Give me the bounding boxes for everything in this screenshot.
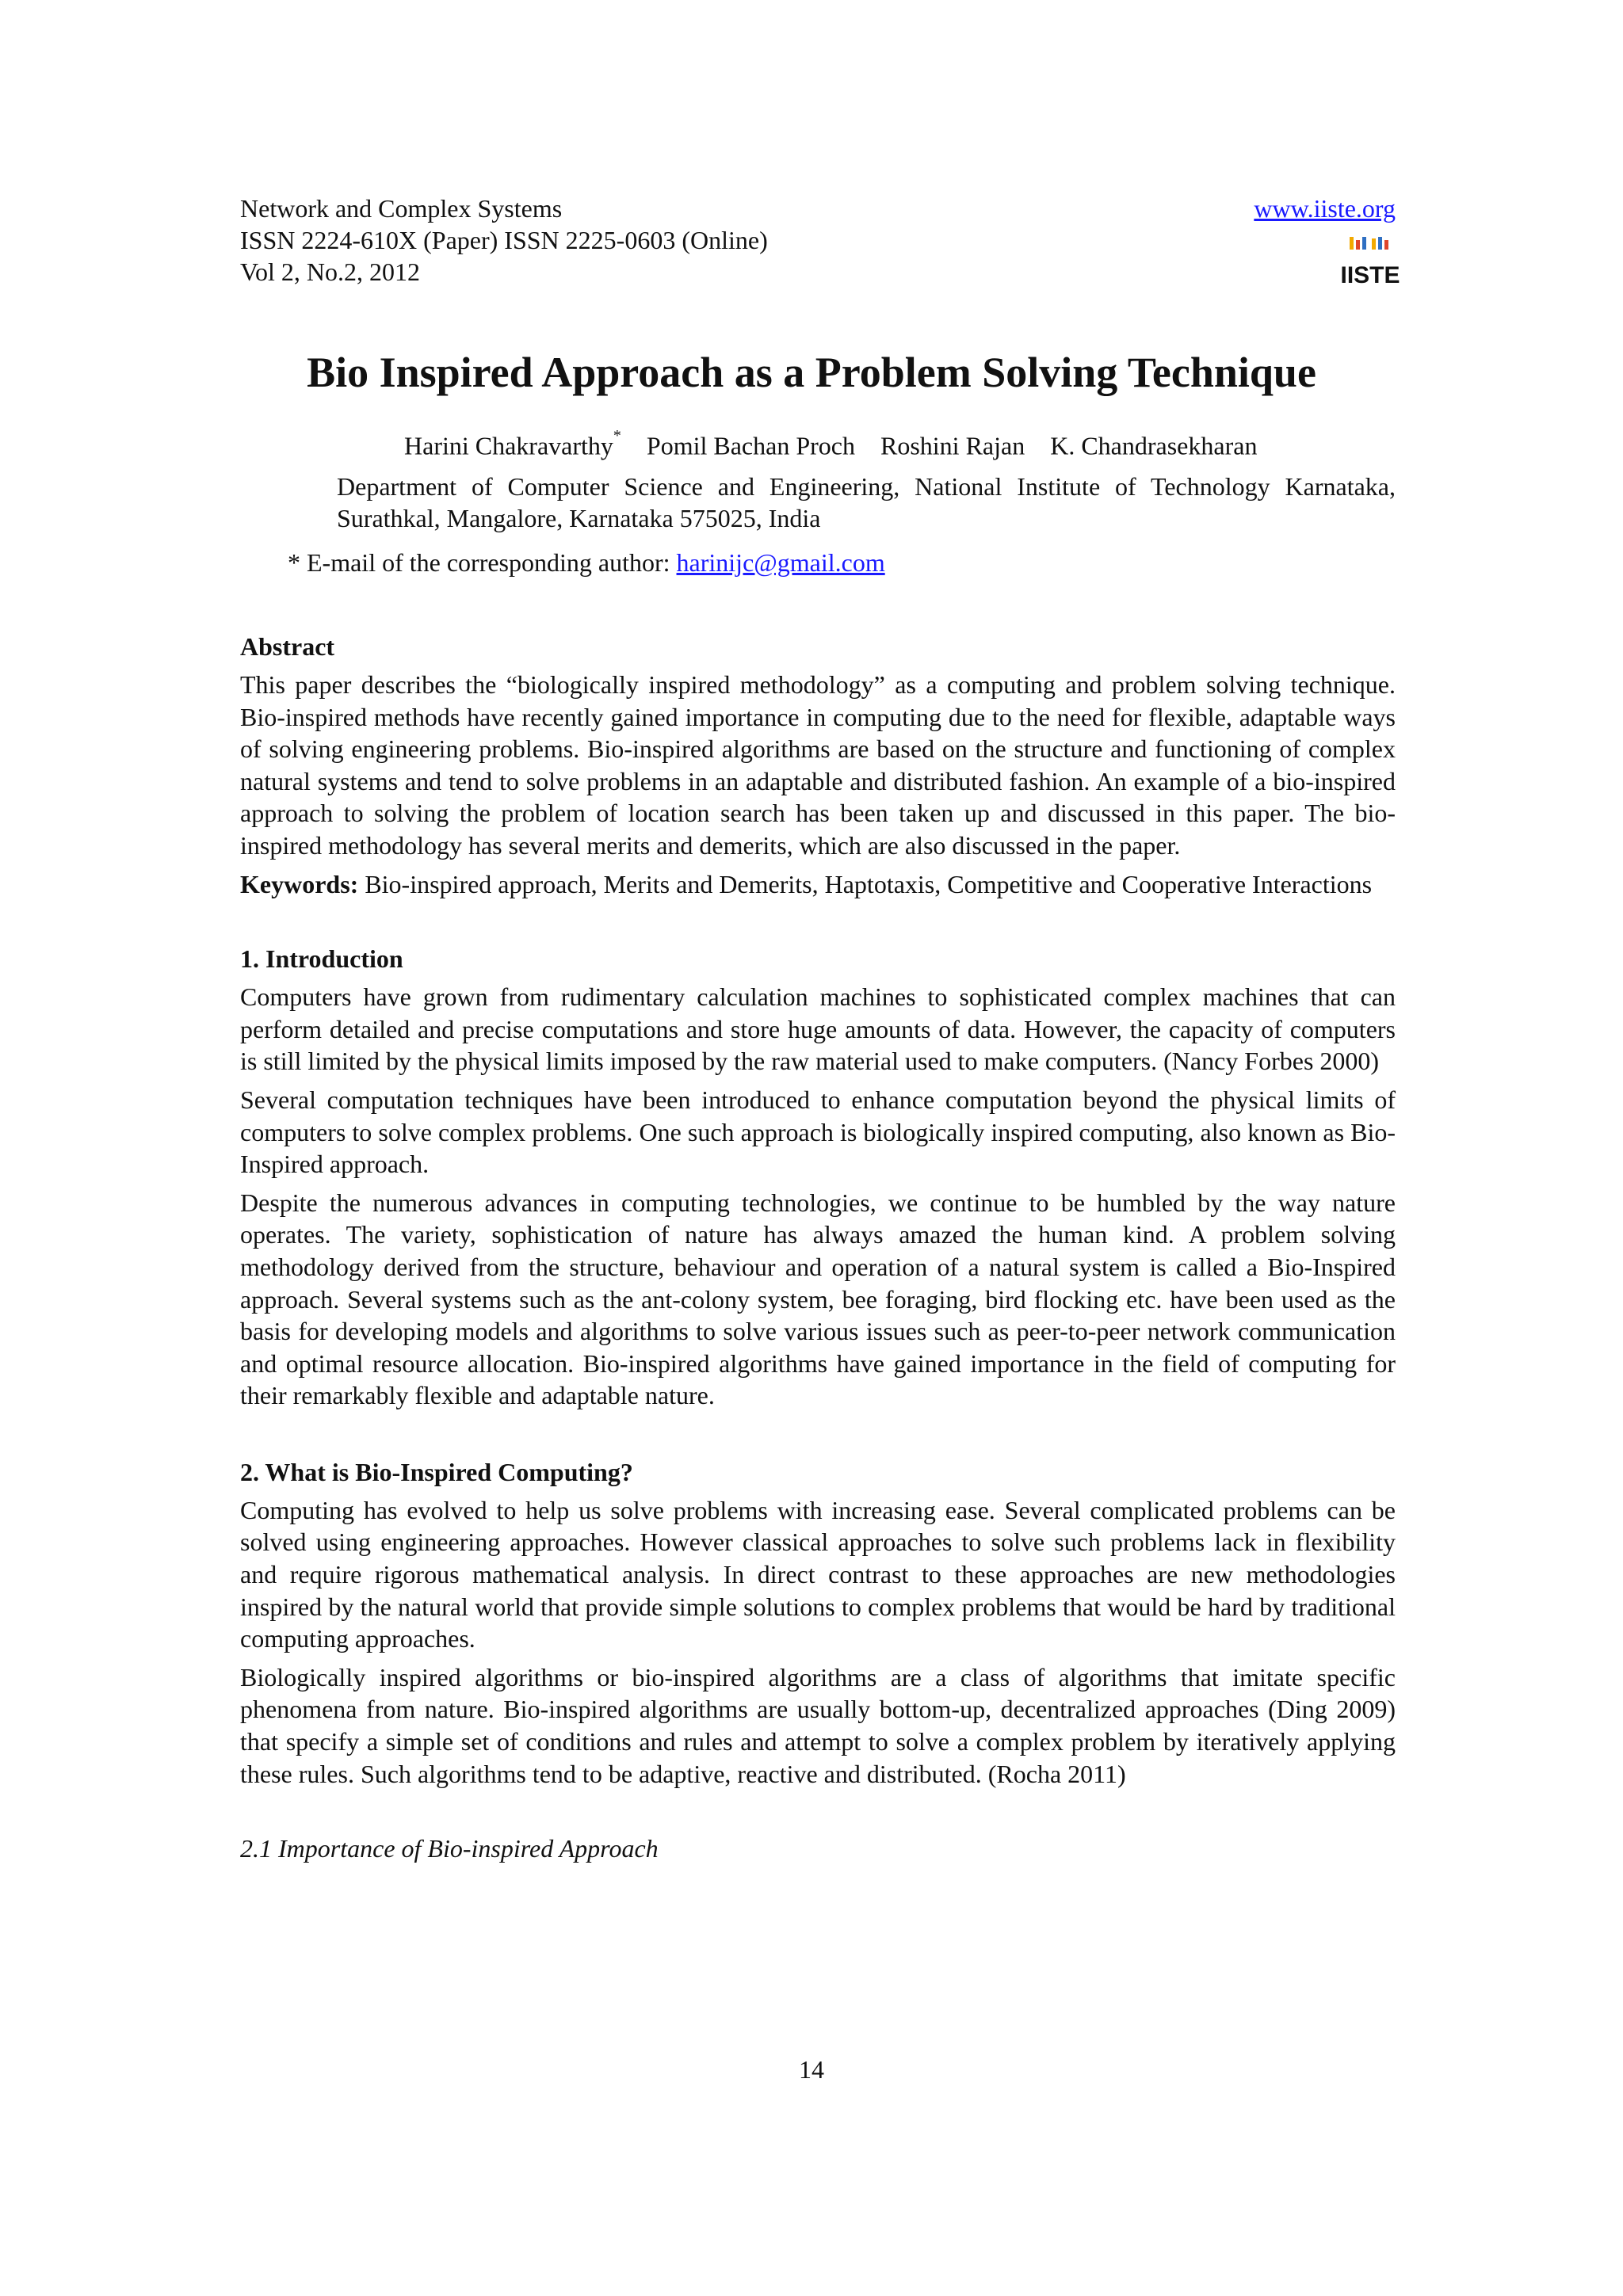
journal-issn: ISSN 2224-610X (Paper) ISSN 2225-0603 (Online)	[240, 226, 768, 254]
section-heading-bio-inspired: 2. What is Bio-Inspired Computing?	[240, 1457, 633, 1486]
paragraph: Computing has evolved to help us solve problems with increasing ease. Several complicated problems can be solved using engineering approaches. However classical approaches to solve such problems lack in flexibility and require rigorous mathematical analysis. In direct contrast to these approaches are new methodologies inspired by the natural world that provide simple solutions to complex problems that would be hard by traditional computing approaches.	[240, 1495, 1396, 1653]
iiste-logo	[1340, 235, 1400, 288]
keywords-text: Bio-inspired approach, Merits and Demerits, Haptotaxis, Competitive and Cooperative Interactions	[358, 869, 1373, 898]
affiliation: Department of Computer Science and Engineering, National Institute of Technology Karnataka, Surathkal, Mangalore, Karnataka 575025, India	[337, 472, 1396, 532]
abstract-heading: Abstract	[240, 632, 335, 661]
corresponding-mark: *	[613, 427, 621, 444]
journal-header	[240, 193, 1400, 288]
email-link[interactable]: harinijc@gmail.com	[676, 548, 885, 577]
page-number: 14	[799, 2055, 824, 2084]
paper-body	[240, 631, 1396, 1865]
abstract-text: This paper describes the “biologically inspired methodology” as a computing and problem solving technique. Bio-inspired methods have recently gained importance in computing due to the need for flexible, adaptable ways of solving engineering problems. Bio-inspired algorithms are based on the structure and functioning of complex natural systems and tend to solve problems in an adaptable and distributed fashion. An example of a bio-inspired approach to solving the problem of location search has been taken up and discussed in this paper. The bio-inspired methodology has several merits and demerits, which are also discussed in the paper.	[240, 670, 1396, 860]
author-name: Roshini Rajan	[880, 431, 1025, 460]
journal-website-link[interactable]: www.iiste.org	[1254, 194, 1396, 223]
subsection-heading: 2.1 Importance of Bio-inspired Approach	[240, 1834, 659, 1863]
corresponding-email	[288, 547, 885, 578]
author-name: K. Chandrasekharan	[1050, 431, 1258, 460]
author-name: Harini Chakravarthy	[404, 431, 613, 460]
paragraph: Despite the numerous advances in computing technologies, we continue to be humbled by the way nature operates. The variety, sophistication of nature has always amazed the human kind. A problem solving methodology derived from the structure, behaviour and operation of a natural system is called a Bio-Inspired approach. Several systems such as the ant-colony system, bee foraging, bird flocking etc. have been used as the basis for developing models and algorithms to solve various issues such as peer-to-peer network communication and optimal resource allocation. Bio-inspired algorithms have gained importance in the field of computing for their remarkably flexible and adaptable nature.	[240, 1188, 1396, 1410]
logo-text: IISTE	[1340, 262, 1400, 288]
keywords	[240, 868, 1396, 901]
section-heading-introduction: 1. Introduction	[240, 944, 403, 974]
keywords-label: Keywords:	[240, 869, 359, 898]
journal-volume: Vol 2, No.2, 2012	[240, 257, 420, 286]
author-name: Pomil Bachan Proch	[646, 431, 855, 460]
email-prefix: * E-mail of the corresponding author:	[288, 548, 677, 577]
paragraph: Computers have grown from rudimentary calculation machines to sophisticated complex machines that can perform detailed and precise computations and store huge amounts of data. However, the capacity of computers is still limited by the physical limits imposed by the raw material used to make computers. (Nancy Forbes 2000)	[240, 982, 1396, 1076]
paragraph: Several computation techniques have been introduced to enhance computation beyond the physical limits of computers to solve complex problems. One such approach is biologically inspired computing, also known as Bio-Inspired approach.	[240, 1085, 1396, 1179]
paragraph: Biologically inspired algorithms or bio-inspired algorithms are a class of algorithms that imitate specific phenomena from nature. Bio-inspired algorithms are usually bottom-up, decentralized approaches (Ding 2009) that specify a simple set of conditions and rules and attempt to solve a complex problem by iteratively applying these rules. Such algorithms tend to be adaptive, reactive and distributed. (Rocha 2011)	[240, 1662, 1396, 1788]
journal-name: Network and Complex Systems	[240, 194, 563, 223]
paper-title: Bio Inspired Approach as a Problem Solving Technique	[307, 349, 1316, 396]
author-list	[404, 425, 1257, 462]
